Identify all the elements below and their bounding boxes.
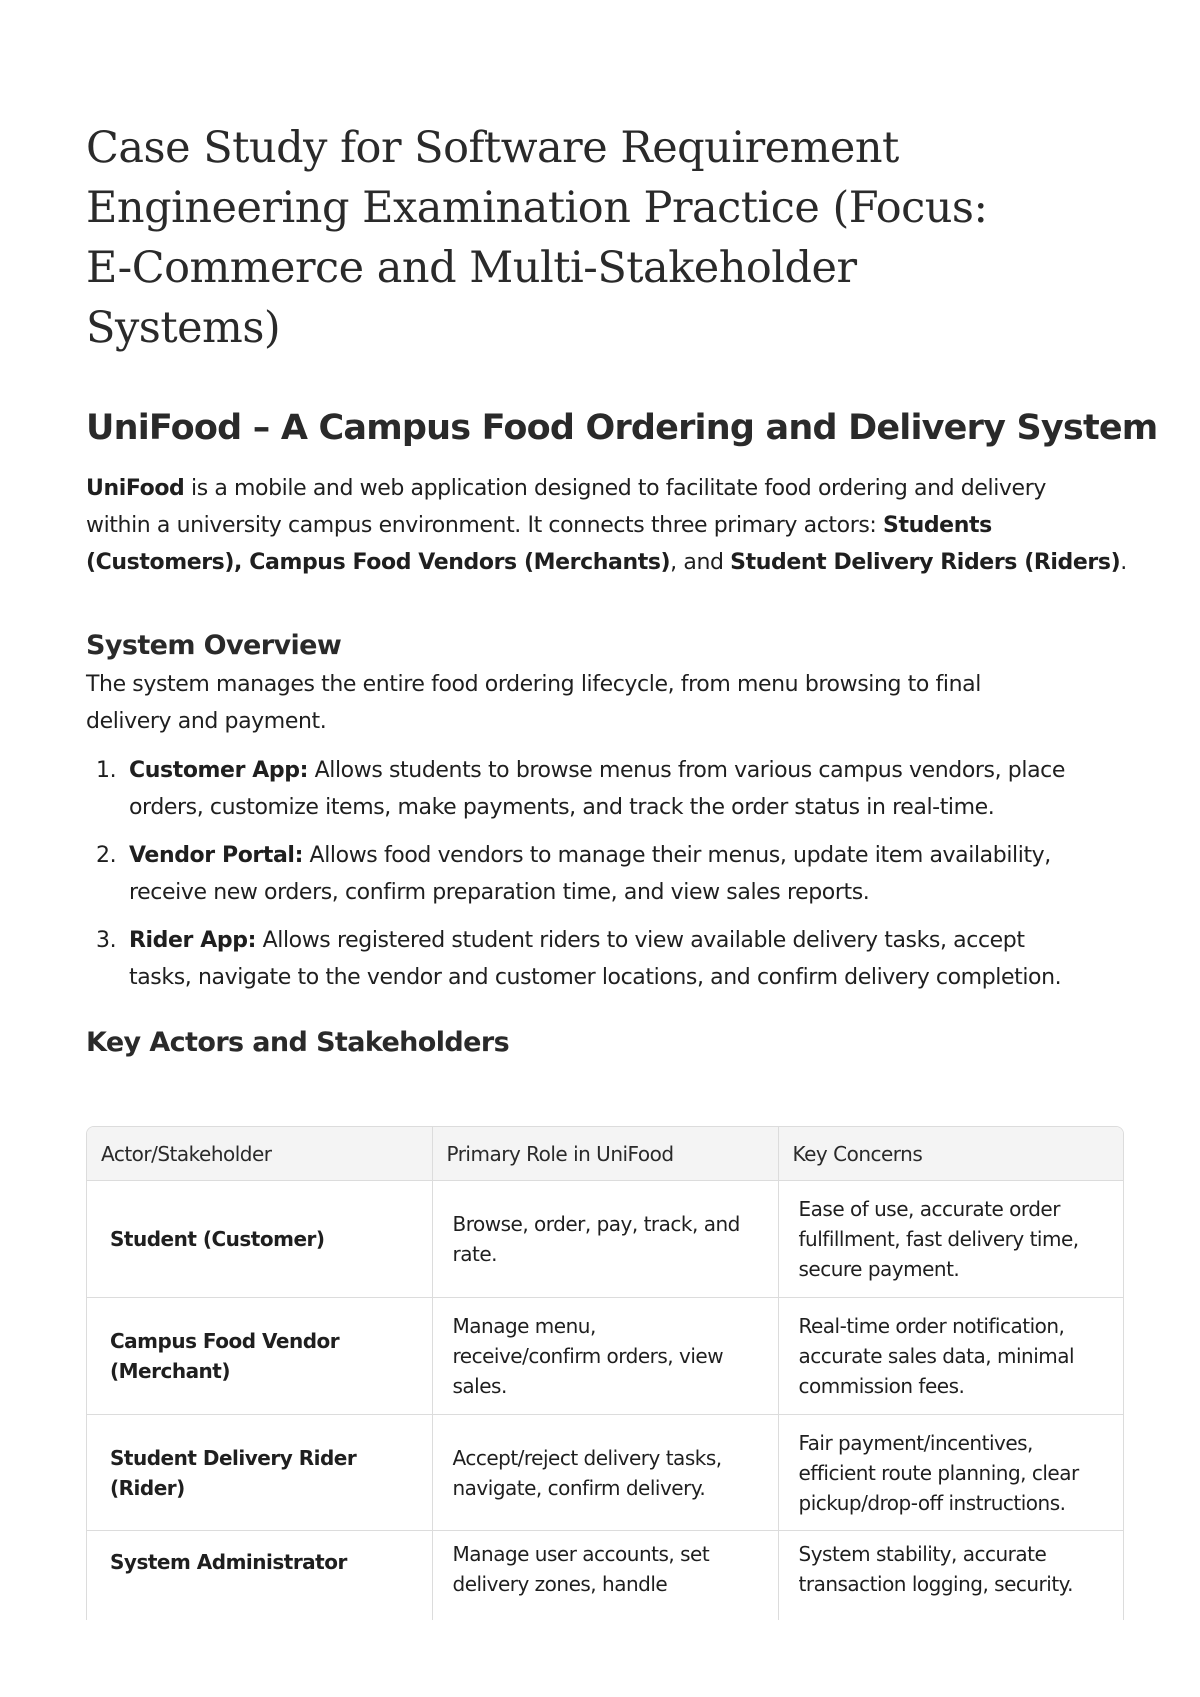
actor-cell bbox=[87, 1415, 432, 1531]
list-item bbox=[86, 837, 1065, 911]
concerns-cell bbox=[778, 1415, 1123, 1531]
title-line: Engineering Examination Practice (Focus: bbox=[86, 183, 988, 233]
role-cell bbox=[432, 1415, 778, 1531]
actor-cell bbox=[87, 1531, 432, 1621]
actor-mention: Student Delivery Riders (Riders) bbox=[730, 550, 1121, 575]
item-line bbox=[129, 752, 1065, 789]
table-row bbox=[87, 1415, 1123, 1531]
table-row bbox=[87, 1298, 1123, 1415]
overview-line: The system manages the entire food ordering lifecycle, from menu browsing to final bbox=[86, 672, 981, 697]
concerns-cell bbox=[778, 1298, 1123, 1415]
intro-line bbox=[86, 507, 1127, 544]
concerns-cell bbox=[778, 1181, 1123, 1298]
section-heading: UniFood – A Campus Food Ordering and Delivery System bbox=[86, 408, 1158, 448]
cell-line: Ease of use, accurate order bbox=[798, 1197, 1060, 1221]
list-item bbox=[86, 752, 1065, 826]
list-number: 1. bbox=[96, 758, 117, 783]
role-cell bbox=[432, 1531, 778, 1621]
list-number: 3. bbox=[96, 928, 117, 953]
cell-line: Student Delivery Rider bbox=[110, 1445, 357, 1470]
cell-line: accurate sales data, minimal bbox=[798, 1344, 1075, 1368]
actor-cell bbox=[87, 1298, 432, 1415]
overview-heading: System Overview bbox=[86, 630, 342, 661]
cell-line: rate. bbox=[452, 1242, 497, 1266]
item-text: Allows students to browse menus from various campus vendors, place bbox=[308, 758, 1065, 783]
cell-line: Manage user accounts, set bbox=[452, 1542, 710, 1566]
cell-line: Fair payment/incentives, bbox=[798, 1430, 1033, 1455]
actors-table-container bbox=[86, 1126, 1124, 1620]
cell-line: (Rider) bbox=[110, 1475, 185, 1500]
item-label: Customer App: bbox=[129, 758, 309, 783]
table-row bbox=[87, 1531, 1123, 1621]
column-header: Key Concerns bbox=[778, 1127, 1123, 1181]
item-label: Vendor Portal: bbox=[129, 843, 303, 868]
item-text: Allows registered student riders to view available delivery tasks, accept bbox=[255, 928, 1025, 953]
cell-line: Campus Food Vendor bbox=[110, 1329, 340, 1353]
cell-line: System stability, accurate bbox=[798, 1542, 1047, 1566]
intro-text: , and bbox=[670, 550, 731, 575]
title-line: Case Study for Software Requirement bbox=[86, 123, 899, 173]
item-line bbox=[129, 837, 1065, 874]
actor-cell bbox=[87, 1181, 432, 1298]
cell-line: efficient route planning, clear bbox=[798, 1460, 1079, 1485]
cell-line: Manage menu, bbox=[452, 1314, 596, 1338]
item-line: receive new orders, confirm preparation time, and view sales reports. bbox=[129, 880, 870, 905]
list-item bbox=[86, 922, 1065, 996]
intro-paragraph bbox=[86, 470, 1127, 581]
cell-line: navigate, confirm delivery. bbox=[452, 1475, 706, 1500]
intro-text: is a mobile and web application designed to facilitate food ordering and delivery bbox=[184, 476, 1046, 501]
column-header: Actor/Stakeholder bbox=[87, 1127, 432, 1181]
title-line: E-Commerce and Multi-Stakeholder bbox=[86, 243, 857, 293]
item-line: tasks, navigate to the vendor and customer locations, and confirm delivery completion. bbox=[129, 965, 1062, 990]
role-cell bbox=[432, 1298, 778, 1415]
intro-text: within a university campus environment. It connects three primary actors: bbox=[86, 513, 884, 538]
role-cell bbox=[432, 1181, 778, 1298]
title-line: Systems) bbox=[86, 303, 281, 353]
cell-line: Browse, order, pay, track, and bbox=[452, 1212, 740, 1236]
table-header-row bbox=[87, 1127, 1123, 1181]
cell-line: transaction logging, security. bbox=[798, 1572, 1074, 1596]
cell-line: commission fees. bbox=[798, 1374, 965, 1398]
overview-paragraph bbox=[86, 666, 981, 740]
item-label: Rider App: bbox=[129, 928, 256, 953]
cell-line: Student (Customer) bbox=[110, 1227, 325, 1251]
cell-line: Accept/reject delivery tasks, bbox=[452, 1445, 722, 1470]
cell-line: sales. bbox=[452, 1374, 507, 1398]
cell-line: delivery zones, handle bbox=[452, 1572, 668, 1596]
actors-table bbox=[87, 1127, 1123, 1620]
overview-line: delivery and payment. bbox=[86, 709, 327, 734]
cell-line: fulfillment, fast delivery time, bbox=[798, 1227, 1079, 1251]
intro-line bbox=[86, 544, 1127, 581]
column-header: Primary Role in UniFood bbox=[432, 1127, 778, 1181]
document-content bbox=[86, 118, 1158, 1596]
cell-line: receive/confirm orders, view bbox=[452, 1344, 724, 1368]
feature-list bbox=[86, 752, 1065, 1007]
actor-mention: Students bbox=[883, 513, 992, 538]
cell-line: (Merchant) bbox=[110, 1359, 230, 1383]
cell-line: Real-time order notification, bbox=[798, 1314, 1065, 1338]
intro-text: . bbox=[1120, 550, 1127, 575]
item-text: Allows food vendors to manage their menus, update item availability, bbox=[302, 843, 1051, 868]
cell-line: secure payment. bbox=[798, 1257, 960, 1281]
actor-mention: (Customers), Campus Food Vendors (Merchants) bbox=[86, 550, 671, 575]
actors-heading: Key Actors and Stakeholders bbox=[86, 1027, 510, 1058]
item-line bbox=[129, 922, 1065, 959]
concerns-cell bbox=[778, 1531, 1123, 1621]
intro-line bbox=[86, 470, 1127, 507]
brand-name: UniFood bbox=[86, 476, 185, 501]
cell-line: System Administrator bbox=[110, 1550, 347, 1574]
cell-line: pickup/drop-off instructions. bbox=[798, 1490, 1066, 1515]
list-number: 2. bbox=[96, 843, 117, 868]
table-row bbox=[87, 1181, 1123, 1298]
item-line: orders, customize items, make payments, and track the order status in real-time. bbox=[129, 795, 995, 820]
document-title bbox=[86, 118, 1126, 358]
